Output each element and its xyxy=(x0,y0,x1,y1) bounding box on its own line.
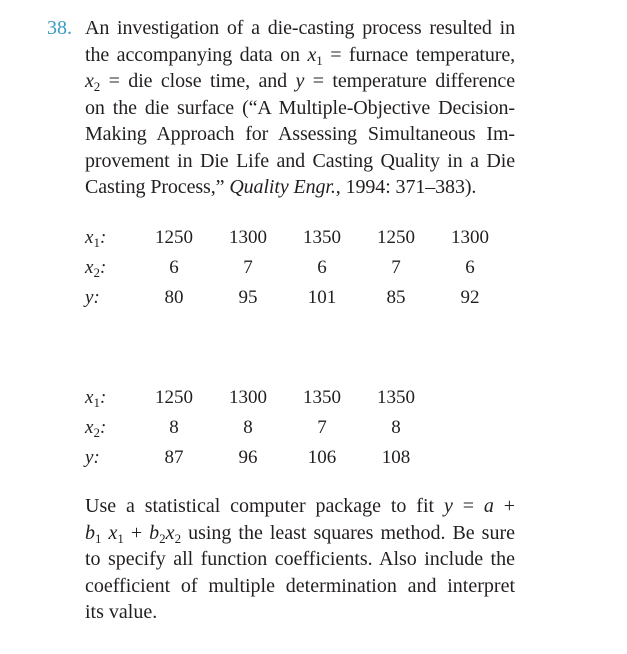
problem-line-4: on the die surface (“A Multiple-Objective Decision- xyxy=(85,96,515,119)
table-cell: 108 xyxy=(381,447,411,468)
row-label-y: y: xyxy=(85,287,100,308)
followup-line-2-text: using the least squares method. Be sure xyxy=(188,521,515,544)
table-cell: 1350 xyxy=(303,387,341,408)
data-table-2 xyxy=(85,383,433,473)
table-cell: 101 xyxy=(307,287,337,308)
table-row-x2 xyxy=(85,253,507,283)
table-cell: 85 xyxy=(386,287,406,308)
table-row-y xyxy=(85,283,507,313)
eq-b1x1: $b_1$ $x_1$ xyxy=(85,521,124,546)
table-cell: 96 xyxy=(238,447,258,468)
problem-line-3-rest: = temperature difference xyxy=(312,70,515,92)
table-row-x2 xyxy=(85,413,433,443)
table-cell: 8 xyxy=(169,417,179,438)
table-cell: 1300 xyxy=(229,387,267,408)
eq-a: a xyxy=(483,495,494,517)
citation-pages: , 1994: 371–383). xyxy=(335,176,477,198)
table-cell: 7 xyxy=(391,257,401,278)
citation-title: Casting Process,” xyxy=(85,176,225,198)
var-x1: $x_1$ xyxy=(307,43,323,68)
problem-line-7 xyxy=(85,174,515,201)
problem-line-6: provement in Die Life and Casting Quality in a Die xyxy=(85,149,515,172)
row-label-x2: $x_2$: xyxy=(85,257,107,280)
problem-line-2-rest: = furnace temperature, xyxy=(330,43,516,66)
eq-equals: = xyxy=(462,495,474,517)
table-cell: 80 xyxy=(164,287,184,308)
problem-statement xyxy=(85,15,515,201)
table-cell: 92 xyxy=(460,287,480,308)
problem-line-2 xyxy=(85,42,515,69)
followup-line-3: to specify all function coefficients. Also include the xyxy=(85,548,515,570)
table-row-x1 xyxy=(85,383,433,413)
table-cell: 6 xyxy=(169,257,179,278)
row-label-y: y: xyxy=(85,447,100,468)
table-row-x1 xyxy=(85,223,507,253)
table-cell: 1250 xyxy=(377,227,415,248)
eq-plus: + xyxy=(503,495,516,517)
table-cell: 1250 xyxy=(155,227,193,248)
table-cell: 1250 xyxy=(155,387,193,408)
problem-line-2-text: the accompanying data on xyxy=(85,43,300,66)
row-label-x1: $x_1$: xyxy=(85,227,107,250)
table-cell: 8 xyxy=(243,417,253,438)
eq-y: y xyxy=(443,495,453,517)
followup-line-4: coefficient of multiple determination and interpret xyxy=(85,574,515,597)
table-cell: 106 xyxy=(307,447,337,468)
var-x2: $x_2$ xyxy=(85,70,101,94)
problem-line-3-text: = die close time, and xyxy=(108,70,288,92)
table-cell: 8 xyxy=(391,417,401,438)
table-cell: 95 xyxy=(238,287,258,308)
var-y: y xyxy=(295,70,305,92)
problem-line-5: Making Approach for Assessing Simultaneous Im- xyxy=(85,123,515,145)
row-label-x1: $x_1$: xyxy=(85,387,107,410)
table-cell: 1350 xyxy=(377,387,415,408)
followup-line-1 xyxy=(85,493,515,520)
table-cell: 1300 xyxy=(229,227,267,248)
table-cell: 7 xyxy=(317,417,327,438)
table-cell: 6 xyxy=(465,257,475,278)
table-row-y xyxy=(85,443,433,473)
eq-plus-2: + xyxy=(130,521,143,544)
table-cell: 1350 xyxy=(303,227,341,248)
followup-line-1-text: Use a statistical computer package to fit xyxy=(85,495,435,517)
row-label-x2: $x_2$: xyxy=(85,417,107,440)
problem-line-3 xyxy=(85,68,515,95)
followup-line-5: its value. xyxy=(85,601,158,623)
table-cell: 7 xyxy=(243,257,253,278)
table-cell: 1300 xyxy=(451,227,489,248)
journal-name: Quality Engr. xyxy=(229,176,336,198)
table-cell: 6 xyxy=(317,257,327,278)
table-cell: 87 xyxy=(164,447,184,468)
followup-line-2 xyxy=(85,520,515,547)
followup-instructions xyxy=(85,493,515,626)
data-table-1 xyxy=(85,223,507,313)
problem-line-1: An investigation of a die-casting process resulted in xyxy=(85,17,515,39)
eq-b2x2: $b_2x_2$ xyxy=(149,521,182,546)
problem-number: 38. xyxy=(47,17,72,39)
